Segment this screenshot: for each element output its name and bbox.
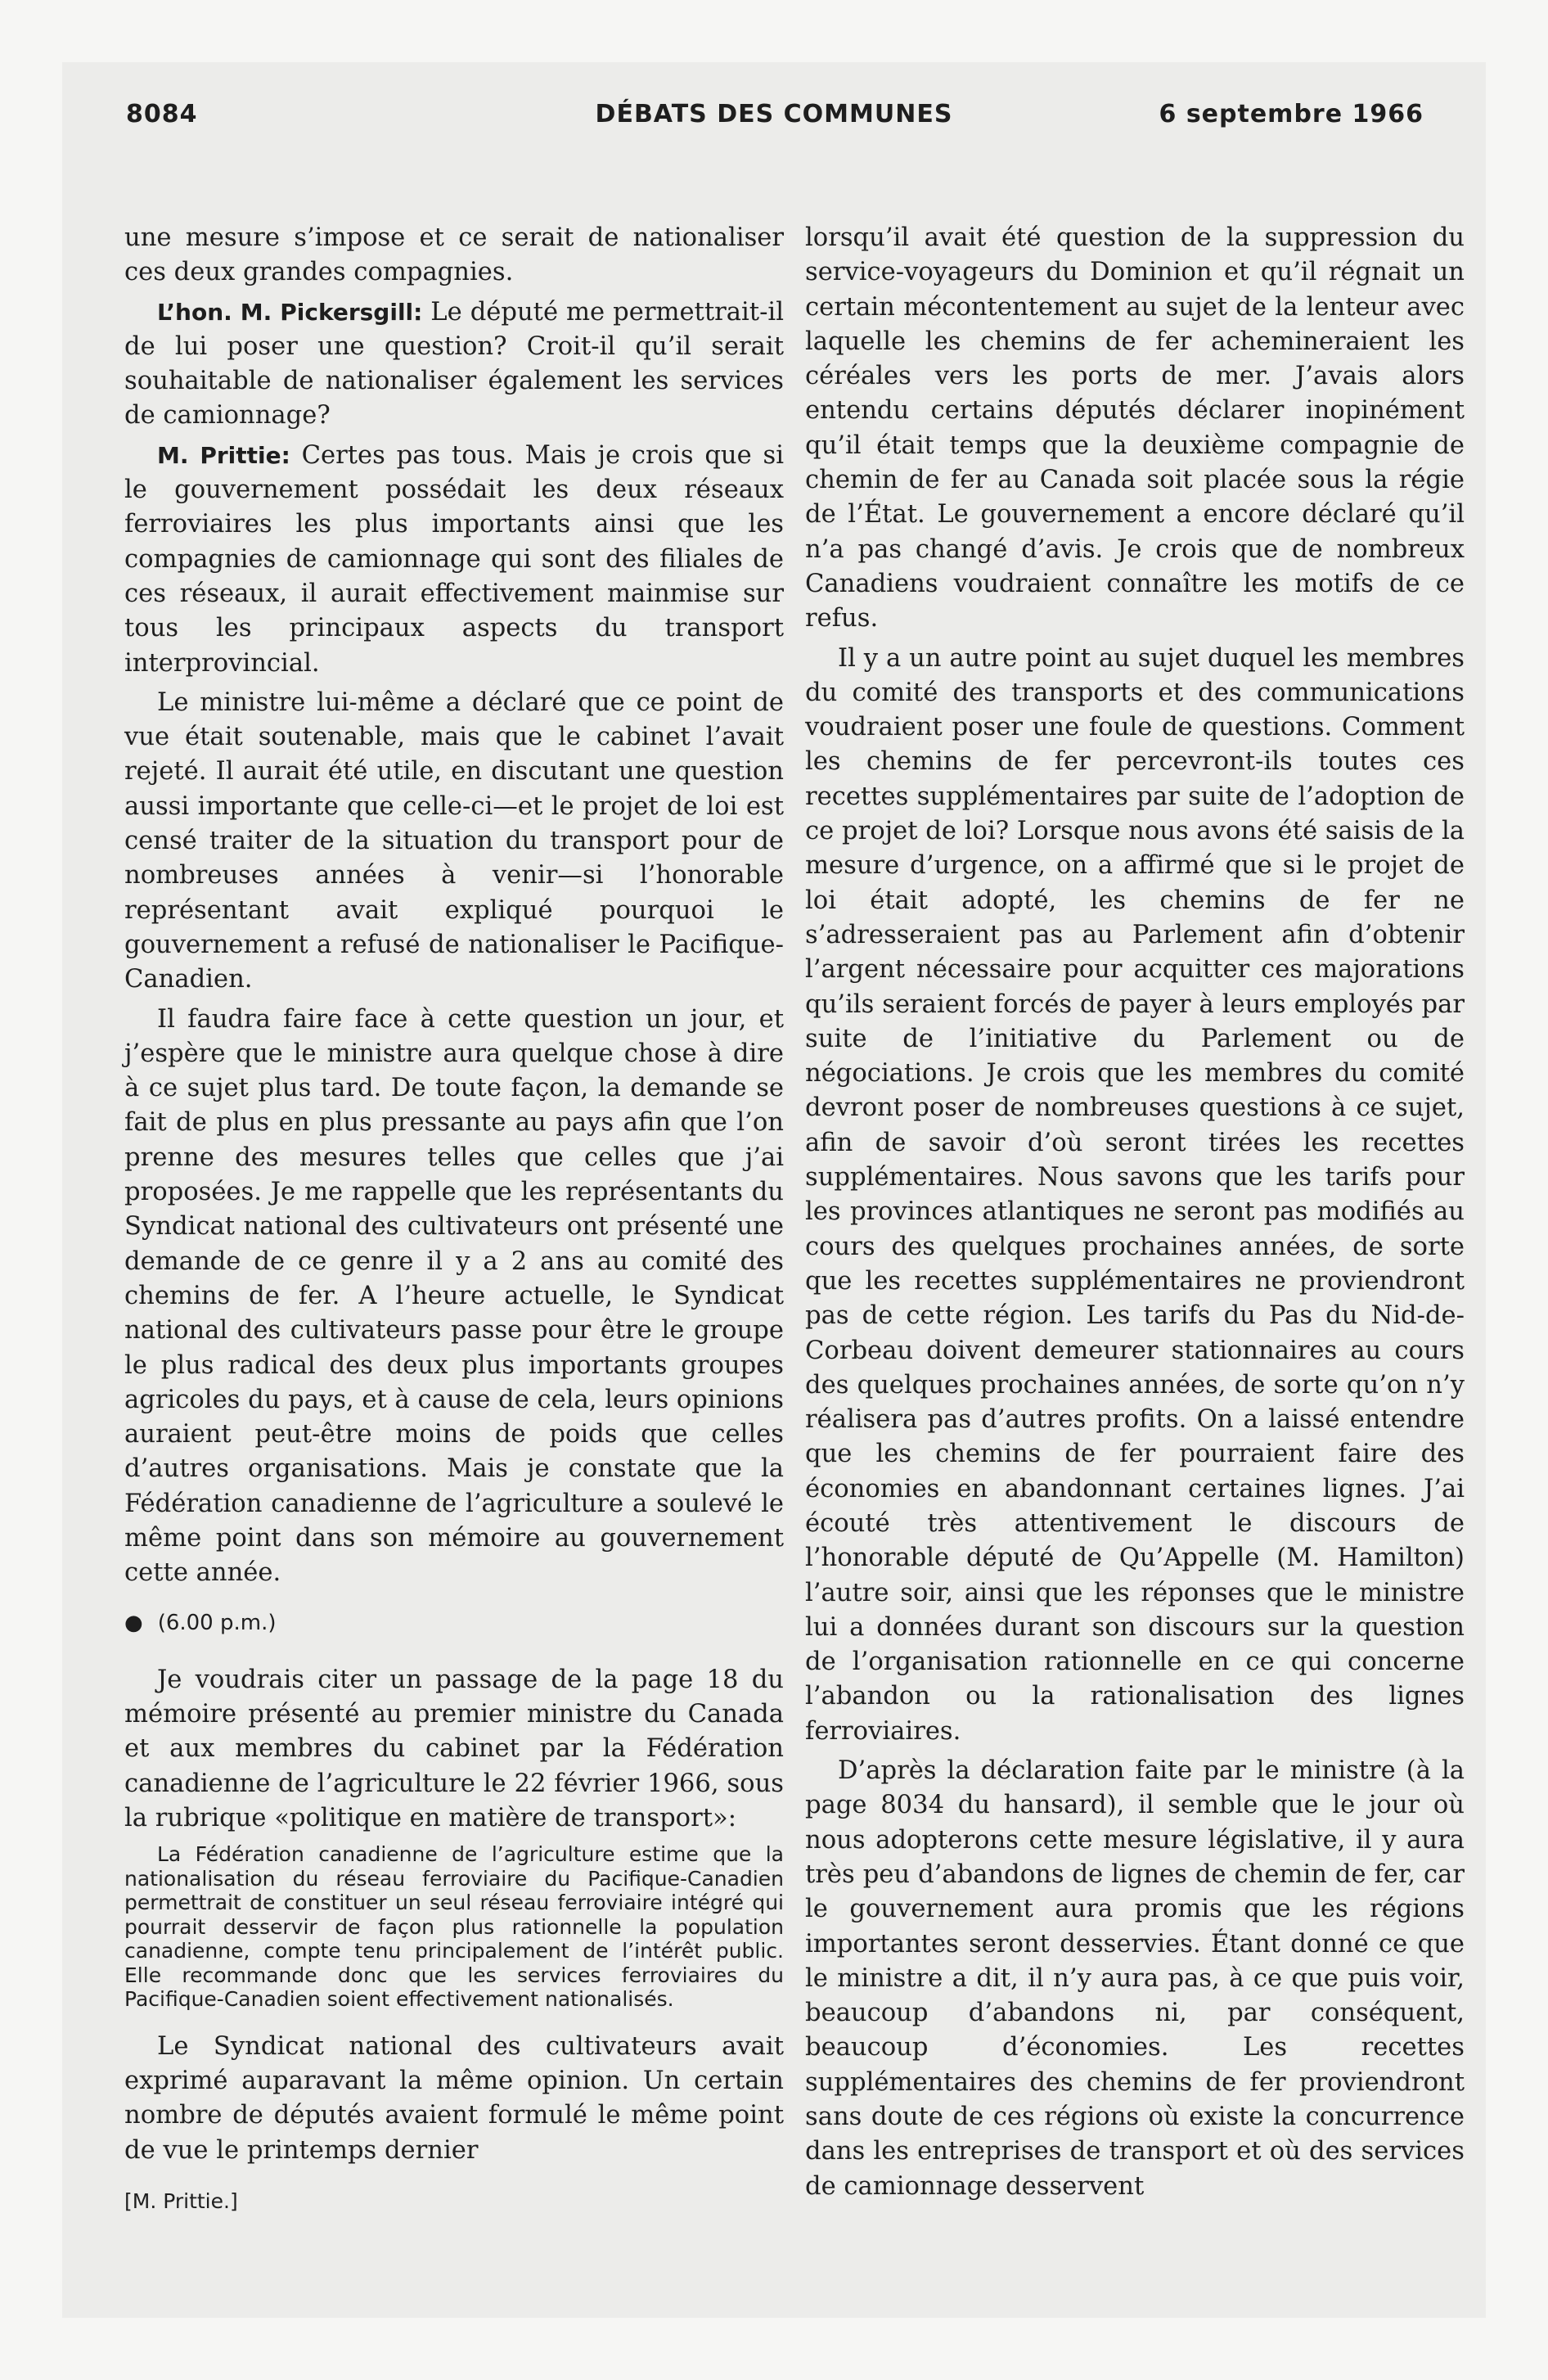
paragraph: lorsqu’il avait été question de la suppression du service-voyageurs du Dominion et qu’il régnait un certain mécontentement au sujet de la lenteur avec laquelle les chemins de fer achemineraient les céréales vers les ports de mer. J’avais alors entendu certains députés déclarer inopinément qu’il était temps que la deuxième compagnie de chemin de fer au Canada soit placée sous la régie de l’État. Le gouvernement a encore déclaré qu’il n’a pas changé d’avis. Je crois que de nombreux Canadiens voudraient connaître les motifs de ce refus. (805, 223, 1465, 633)
speaker-footer: [M. Prittie.] (124, 2189, 238, 2214)
paragraph (124, 295, 784, 434)
speech-text: Certes pas tous. Mais je crois que si le gouvernement possédait les deux réseaux ferroviaires les plus importants ainsi que les compagnies de camionnage qui sont des filiales de ces réseaux, il aurait effectivement mainmise sur tous les principaux aspects du transport interprovincial. (124, 440, 784, 678)
bullet-icon: ● (124, 1610, 143, 1635)
paragraph: Il faudra faire face à cette question un jour, et j’espère que le ministre aura quelque chose à dire à ce sujet plus tard. De toute façon, la demande se fait de plus en plus pressante au pays afin que l’on prenne des mesures telles que celles que j’ai proposées. Je me rappelle que les représentants du Syndicat national des cultivateurs ont présenté une demande de ce genre il y a 2 ans au comité des chemins de fer. A l’heure actuelle, le Syndicat national des cultivateurs passe pour être le groupe le plus radical des deux plus importants groupes agricoles du pays, et à cause de cela, leurs opinions auraient peut-être moins de poids que celles d’autres organisations. Mais je constate que la Fédération canadienne de l’agriculture a soulevé le même point dans son mémoire au gouvernement cette année. (124, 1004, 784, 1588)
running-header (62, 95, 1486, 152)
speech-text: Le député me permettrait-il de lui poser une question? Croit-il qu’il serait souhaitable de nationaliser également les services de camionnage? (124, 297, 784, 430)
publication-date: 6 septembre 1966 (1159, 100, 1424, 128)
left-column (124, 221, 784, 2224)
paragraph: Il y a un autre point au sujet duquel les membres du comité des transports et des communications voudraient poser une foule de questions. Comment les chemins de fer percevront-ils toutes ces recettes supplémentaires par suite de l’adoption de ce projet de loi? Lorsque nous avons été saisis de la mesure d’urgence, on a affirmé que si le projet de loi était adopté, les chemins de fer ne s’adresseraient pas au Parlement afin d’obtenir l’argent nécessaire pour acquitter ces majorations qu’ils seraient forcés de payer à leurs employés par suite de l’initiative du Parlement ou de négociations. Je crois que les membres du comité devront poser de nombreuses questions à ce sujet, afin de savoir d’où seront tirées les recettes supplémentaires. Nous savons que les tarifs pour les provinces atlantiques ne seront pas modifiés au cours des quelques prochaines années, de sorte que les recettes supplémentaires ne proviendront pas de cette région. Les tarifs du Pas du Nid-de-Corbeau doivent demeurer stationnaires au cours des quelques prochaines années, de sorte qu’on n’y réalisera pas d’autres profits. On a laissé entendre que les chemins de fer pourraient faire des économies en abandonnant certaines lignes. J’ai écouté très attentivement le discours de l’honorable député de Qu’Appelle (M. Hamilton) l’autre soir, ainsi que les réponses que le ministre lui a données durant son discours sur la question de l’organisation rationnelle en ce qui concerne l’abandon ou la rationalisation des lignes ferroviaires. (805, 643, 1465, 1746)
paragraph: Je voudrais citer un passage de la page 18 du mémoire présenté au premier ministre du Canada et aux membres du cabinet par la Fédération canadienne de l’agriculture le 22 février 1966, sous la rubrique «politique en matière de transport»: (124, 1665, 784, 1833)
speaker-name: M. Prittie: (157, 441, 290, 469)
paragraph: Le Syndicat national des cultivateurs avait exprimé auparavant la même opinion. Un certain nombre de députés avaient formulé le même point de vue le printemps dernier (124, 2031, 784, 2165)
time-text: (6.00 p.m.) (157, 1610, 277, 1635)
paragraph: Le ministre lui-même a déclaré que ce point de vue était soutenable, mais que le cabinet l’avait rejeté. Il aurait été utile, en discutant une question aussi importante que celle-ci—et le projet de loi est censé traiter de la situation du transport pour de nombreuses années à venir—si l’honorable représentant avait expliqué pourquoi le gouvernement a refusé de nationaliser le Pacifique-Canadien. (124, 687, 784, 994)
paragraph: une mesure s’impose et ce serait de nationaliser ces deux grandes compagnies. (124, 223, 784, 287)
time-marker (124, 1606, 784, 1640)
publication-title: DÉBATS DES COMMUNES (595, 100, 953, 128)
right-column (805, 221, 1465, 2209)
page-number: 8084 (126, 100, 198, 128)
block-quote: La Fédération canadienne de l’agriculture estime que la nationalisation du réseau ferroviaire du Pacifique-Canadien permettrait de constituer un seul réseau ferroviaire intégré qui pourrait desservir de façon plus rationnelle la population canadienne, compte tenu principalement de l’intérêt public. Elle recommande donc que les services ferroviaires du Pacifique-Canadien soient effectivement nationalisés. (124, 1842, 784, 2012)
speaker-name: L’hon. M. Pickersgill: (157, 298, 423, 326)
paragraph (124, 439, 784, 681)
paragraph: D’après la déclaration faite par le ministre (à la page 8034 du hansard), il semble que le jour où nous adopterons cette mesure législative, il y aura très peu d’abandons de lignes de chemin de fer, car le gouvernement aura promis que les régions importantes seront desservies. Étant donné ce que le ministre a dit, il n’y aura pas, à ce que puis voir, beaucoup d’abandons ni, par conséquent, beaucoup d’économies. Les recettes supplémentaires des chemins de fer proviendront sans doute de ces régions où existe la concurrence dans les entreprises de transport et où des services de camionnage desservent (805, 1756, 1465, 2201)
